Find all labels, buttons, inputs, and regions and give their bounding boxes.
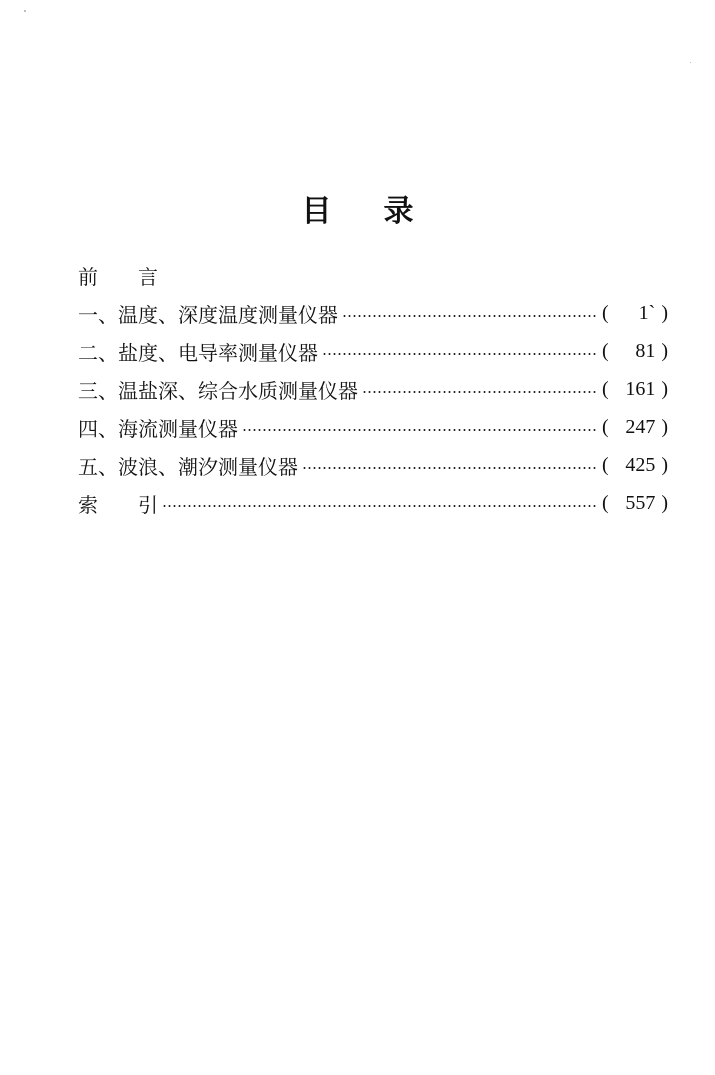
- dot-leader: [342, 315, 596, 317]
- toc-entry-label: 四、海流测量仪器: [78, 416, 238, 441]
- title-char-1: 目: [301, 194, 332, 229]
- toc-index[interactable]: [78, 484, 668, 522]
- toc-entry-label: 三、温盐深、综合水质测量仪器: [78, 378, 358, 403]
- dot-leader: [242, 429, 596, 431]
- dot-leader: [322, 353, 596, 355]
- toc-entry-label: 一、温度、深度温度测量仪器: [78, 302, 338, 327]
- dot-leader: [362, 391, 596, 393]
- toc-entry[interactable]: [78, 332, 668, 370]
- toc-entry[interactable]: [78, 408, 668, 446]
- toc-entry-label: 五、波浪、潮汐测量仪器: [78, 454, 298, 479]
- toc-entry[interactable]: [78, 370, 668, 408]
- toc-preface-label: 前 言: [78, 264, 158, 289]
- dot-leader: [162, 505, 596, 507]
- toc-preface[interactable]: [78, 256, 668, 294]
- page-title: [0, 186, 715, 230]
- title-char-2: 录: [383, 194, 414, 229]
- toc-entry-page: ( 81 ): [602, 339, 668, 362]
- scan-speck: [24, 10, 26, 12]
- scan-speck: [690, 62, 691, 63]
- toc-entry-page: ( 161 ): [602, 377, 668, 400]
- dot-leader: [302, 467, 596, 469]
- toc-entry-page: ( 425 ): [602, 453, 668, 476]
- toc-entry-page: ( 247 ): [602, 415, 668, 438]
- toc-index-page: ( 557 ): [602, 491, 668, 514]
- toc-entry[interactable]: [78, 294, 668, 332]
- toc-entry-label: 二、盐度、电导率测量仪器: [78, 340, 318, 365]
- toc-index-label: 索 引: [78, 492, 158, 517]
- toc-entry-page: ( 1` ): [602, 301, 668, 324]
- table-of-contents: [78, 256, 668, 522]
- toc-entry[interactable]: [78, 446, 668, 484]
